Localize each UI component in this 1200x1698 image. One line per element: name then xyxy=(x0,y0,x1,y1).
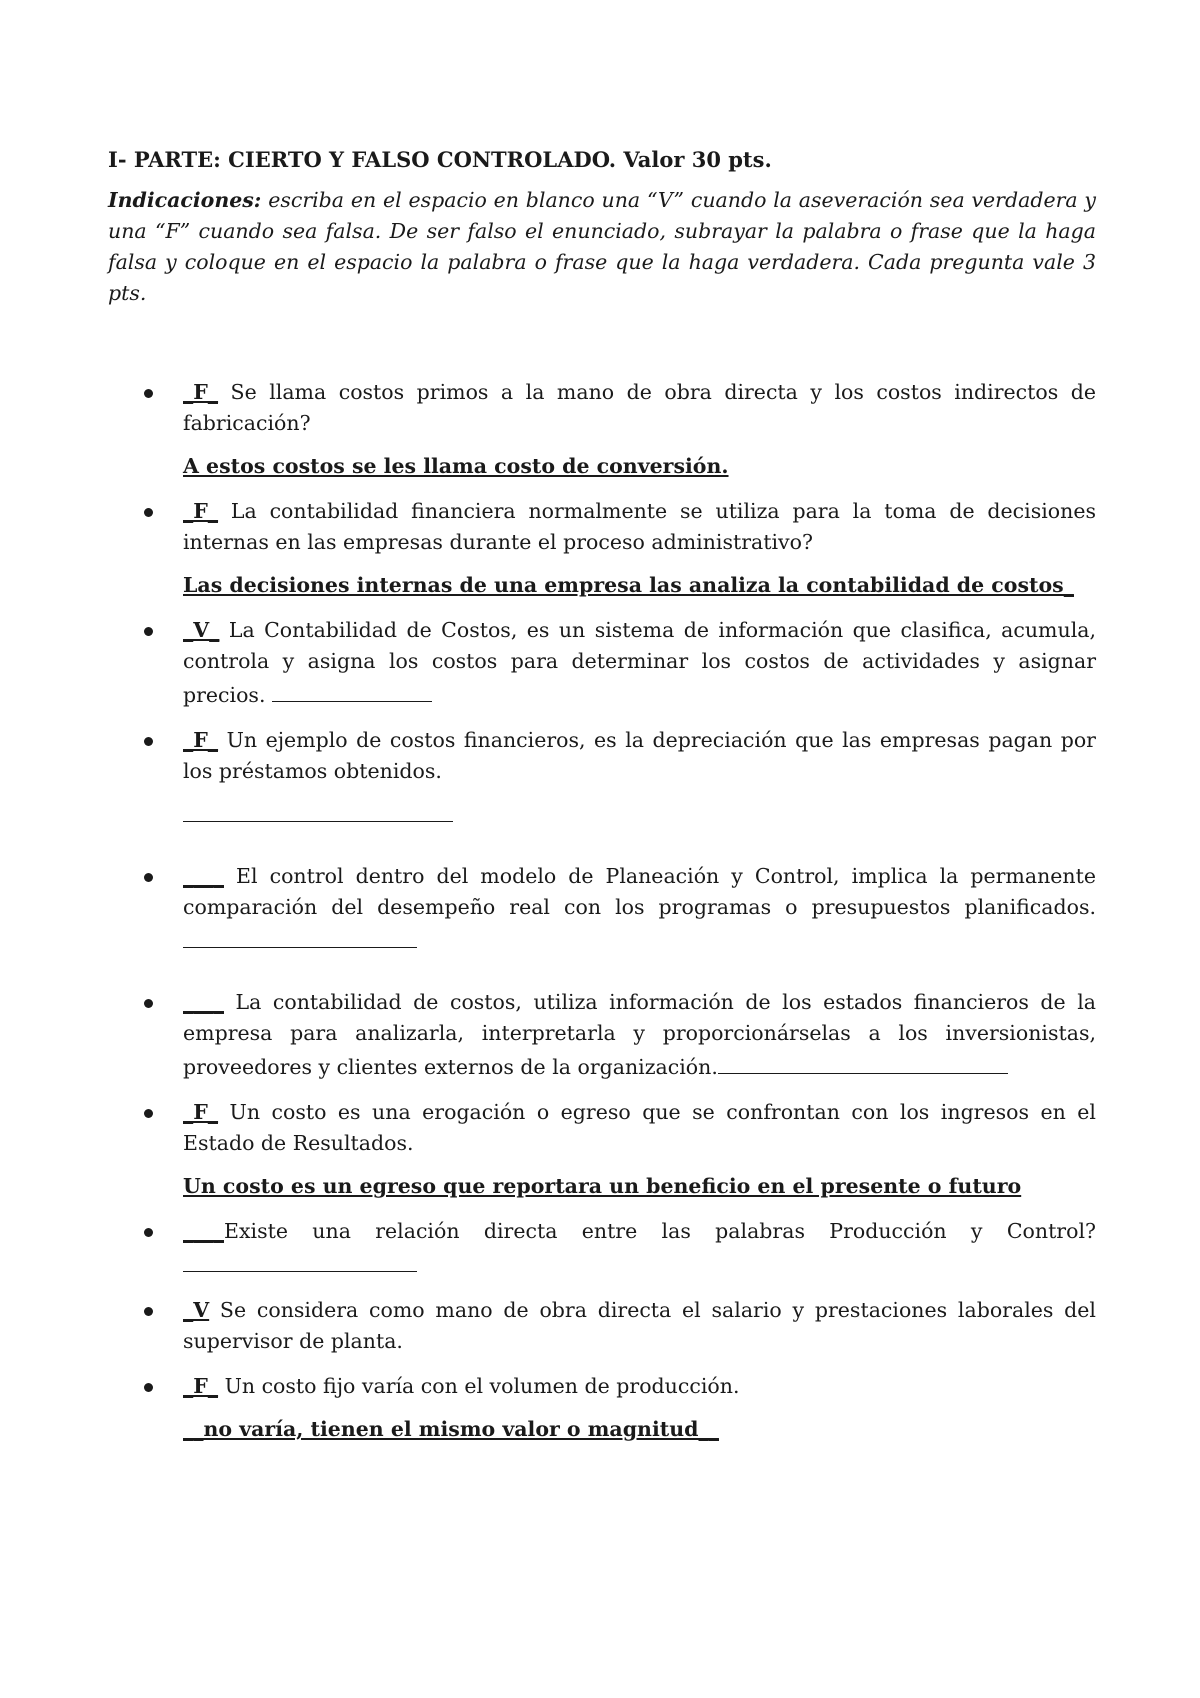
question-item-3 xyxy=(108,615,1096,711)
exam-content xyxy=(108,144,1096,1459)
answer-mark: _V_ xyxy=(183,618,220,642)
answer-mark: ____ xyxy=(183,864,224,888)
answer-mark: ____ xyxy=(183,990,224,1014)
answer-mark: _F_ xyxy=(183,380,219,404)
question-item-8 xyxy=(108,1216,1096,1281)
answer-mark: _V xyxy=(183,1298,210,1322)
bullet-icon xyxy=(144,1109,153,1118)
question-text: ____ La contabilidad de costos, utiliza información de los estados financieros de la empresa para analizarla, interpretarla y proporcionárselas a los inversionistas, proveedores y clientes externos de la organización. xyxy=(183,990,1096,1079)
question-item-2 xyxy=(108,496,1096,601)
bullet-icon xyxy=(144,508,153,517)
bullet-icon xyxy=(144,627,153,636)
question-text: _V Se considera como mano de obra directa el salario y prestaciones laborales del supervisor de planta. xyxy=(183,1298,1096,1353)
answer-mark: ____ xyxy=(183,1219,224,1243)
answer-blank[interactable] xyxy=(183,1247,417,1272)
bullet-icon xyxy=(144,873,153,882)
question-item-4 xyxy=(108,725,1096,847)
answer-blank[interactable] xyxy=(272,677,432,702)
question-text: _F_ Un costo fijo varía con el volumen de producción. xyxy=(183,1374,740,1398)
correction-text: Un costo es un egreso que reportara un beneficio en el presente o futuro xyxy=(183,1174,1022,1198)
answer-mark: _F_ xyxy=(183,1100,219,1124)
question-item-5 xyxy=(108,861,1096,973)
question-text: ____ El control dentro del modelo de Planeación y Control, implica la permanente comparación del desempeño real con los programas o presupuestos planificados. xyxy=(183,861,1096,957)
question-text: _F_ Se llama costos primos a la mano de obra directa y los costos indirectos de fabricación? xyxy=(183,380,1096,435)
question-text: _F_ La contabilidad financiera normalmente se utiliza para la toma de decisiones internas en las empresas durante el proceso administrativo? xyxy=(183,499,1096,554)
bullet-icon xyxy=(144,737,153,746)
question-text: _F_ Un ejemplo de costos financieros, es la depreciación que las empresas pagan por los préstamos obtenidos. xyxy=(183,728,1096,783)
answer-blank[interactable] xyxy=(183,797,453,822)
answer-blank[interactable] xyxy=(183,923,417,948)
answer-blank[interactable] xyxy=(718,1049,1008,1074)
question-item-10 xyxy=(108,1371,1096,1445)
correction-text: A estos costos se les llama costo de conversión. xyxy=(183,454,729,478)
answer-mark: _F_ xyxy=(183,1374,219,1398)
instructions xyxy=(108,185,1096,309)
answer-mark: _F_ xyxy=(183,499,219,523)
instructions-label: Indicaciones: xyxy=(108,188,262,212)
bullet-icon xyxy=(144,1307,153,1316)
question-text: ____Existe una relación directa entre las palabras Producción y Control? xyxy=(183,1216,1096,1281)
section-title: I- PARTE: CIERTO Y FALSO CONTROLADO. Valor 30 pts. xyxy=(108,147,772,172)
bullet-icon xyxy=(144,1383,153,1392)
question-item-6 xyxy=(108,987,1096,1083)
question-item-1 xyxy=(108,377,1096,482)
correction-text: Las decisiones internas de una empresa las analiza la contabilidad de costos_ xyxy=(183,573,1074,597)
correction-text: __no varía, tienen el mismo valor o magnitud__ xyxy=(183,1417,719,1441)
question-list xyxy=(108,377,1096,1445)
bullet-icon xyxy=(144,389,153,398)
bullet-icon xyxy=(144,999,153,1008)
question-item-7 xyxy=(108,1097,1096,1202)
instructions-text: escriba en el espacio en blanco una “V” cuando la aseveración sea verdadera y una “F” cuando sea falsa. De ser falso el enunciado, subrayar la palabra o frase que la haga falsa y coloque en el espacio la palabra o frase que la haga verdadera. Cada pregunta vale 3 pts. xyxy=(108,188,1096,305)
question-text: _V_ La Contabilidad de Costos, es un sistema de información que clasifica, acumula, controla y asigna los costos para determinar los costos de actividades y asignar precios. xyxy=(183,618,1096,707)
answer-mark: _F_ xyxy=(183,728,219,752)
question-item-9 xyxy=(108,1295,1096,1357)
question-text: _F_ Un costo es una erogación o egreso que se confrontan con los ingresos en el Estado de Resultados. xyxy=(183,1100,1096,1155)
bullet-icon xyxy=(144,1228,153,1237)
